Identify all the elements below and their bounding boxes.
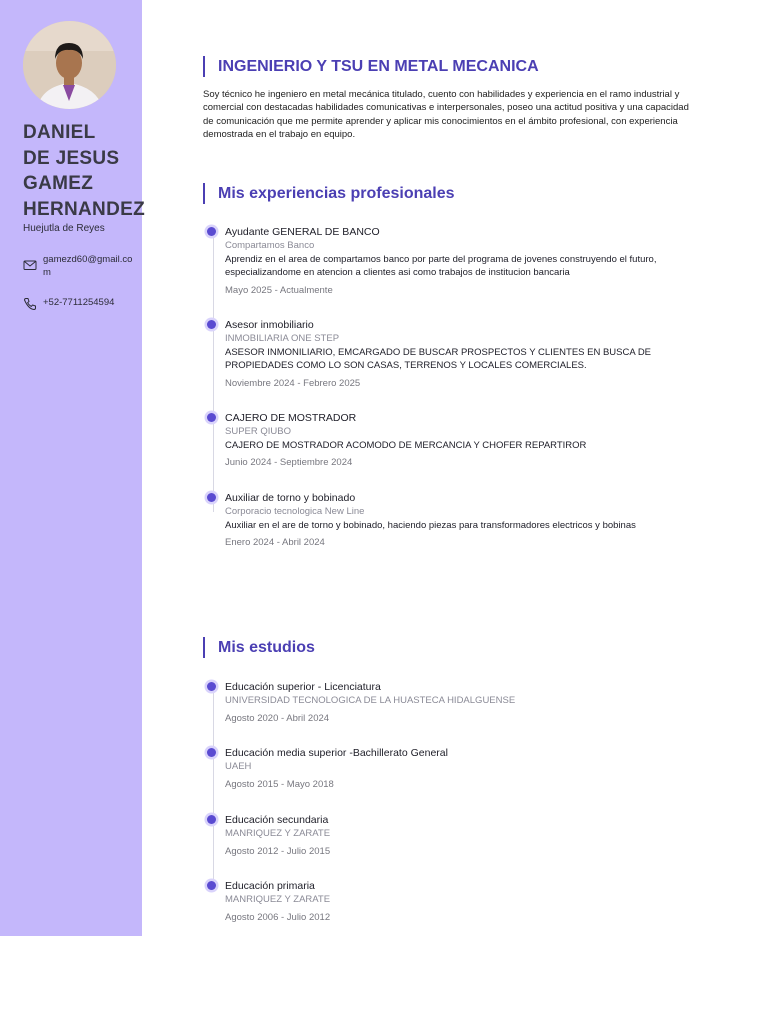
job-role: Asesor inmobiliario (225, 319, 314, 331)
phone-text: +52-7711254594 (43, 297, 115, 308)
sidebar (0, 0, 145, 936)
education-school: UNIVERSIDAD TECNOLOGICA DE LA HUASTECA HIDALGUENSE (225, 695, 516, 706)
job-description: Aprendiz en el area de compartamos banco por parte del programa de jovenes construyendo el futuro, especializandome en atencion a clientes asi como trabajos de institucion bancaria (225, 254, 657, 279)
job-dates: Enero 2024 - Abril 2024 (225, 537, 325, 549)
timeline-dot (207, 682, 216, 691)
education-school: MANRIQUEZ Y ZARATE (225, 828, 331, 839)
education-level: Educación superior - Licenciatura (225, 681, 381, 693)
headline: INGENIERIO Y TSU EN METAL MECANICA (203, 56, 539, 77)
job-dates: Noviembre 2024 - Febrero 2025 (225, 377, 361, 389)
education-school: UAEH (225, 761, 252, 772)
phone-contact[interactable] (23, 297, 138, 311)
timeline-dot (207, 815, 216, 824)
job-company: Compartamos Banco (225, 240, 315, 251)
name-line: HERNANDEZ (23, 198, 145, 220)
timeline-dot (207, 413, 216, 422)
education-school: MANRIQUEZ Y ZARATE (225, 894, 331, 905)
location: Huejutla de Reyes (23, 223, 105, 234)
job-company: Corporacio tecnologica New Line (225, 506, 365, 517)
education-level: Educación secundaria (225, 814, 329, 826)
experience-section-title: Mis experiencias profesionales (203, 183, 455, 204)
person-name (23, 120, 145, 222)
timeline-dot (207, 320, 216, 329)
timeline-dot (207, 227, 216, 236)
timeline-line (213, 687, 214, 892)
avatar (23, 21, 116, 109)
education-dates: Agosto 2012 - Julio 2015 (225, 846, 331, 857)
education-timeline (203, 681, 693, 941)
job-company: SUPER QIUBO (225, 426, 291, 437)
education-dates: Agosto 2015 - Mayo 2018 (225, 779, 334, 790)
education-section-title: Mis estudios (203, 637, 315, 658)
name-line: DE JESUS (23, 147, 120, 169)
envelope-icon (23, 258, 37, 272)
email-text: gamezd60@gmail.com (43, 254, 133, 278)
job-description: CAJERO DE MOSTRADOR ACOMODO DE MERCANCIA Y CHOFER REPARTIROR (225, 440, 587, 451)
timeline-line (213, 232, 214, 512)
timeline-dot (207, 748, 216, 757)
job-company: INMOBILIARIA ONE STEP (225, 333, 340, 344)
timeline-dot (207, 493, 216, 502)
profile-summary: Soy técnico he ingeniero en metal mecánica titulado, cuento con habilidades y experiencia en el ramo industrial y comercial con destacadas habilidades comunicativas e interpersonales, poseo una actitud positiva y una capacidad de comunicación que me permite aprender y aplicar mis conocimientos en el ámbito profesional, con experiencia demostrada en el trabajo en equipo. (203, 89, 689, 141)
job-role: Auxiliar de torno y bobinado (225, 492, 356, 504)
job-dates: Mayo 2025 - Actualmente (225, 284, 333, 296)
job-description: Auxiliar en el are de torno y bobinado, haciendo piezas para transformadores electricos y bobinas (225, 520, 636, 531)
phone-icon (23, 297, 37, 311)
experience-timeline (203, 226, 693, 566)
job-role: CAJERO DE MOSTRADOR (225, 412, 357, 424)
email-contact[interactable] (23, 254, 138, 279)
education-level: Educación primaria (225, 880, 315, 892)
name-line: DANIEL (23, 122, 96, 143)
job-description: ASESOR INMONILIARIO, EMCARGADO DE BUSCAR PROSPECTOS Y CLIENTES EN BUSCA DE PROPIEDADES COMO LO SON CASAS, TERRENOS Y LOCALES COMERCIALES. (225, 347, 652, 372)
education-dates: Agosto 2006 - Julio 2012 (225, 912, 331, 923)
job-role: Ayudante GENERAL DE BANCO (225, 226, 380, 238)
education-dates: Agosto 2020 - Abril 2024 (225, 713, 330, 724)
education-level: Educación media superior -Bachillerato General (225, 747, 448, 759)
name-line: GAMEZ (23, 173, 94, 194)
timeline-dot (207, 881, 216, 890)
job-dates: Junio 2024 - Septiembre 2024 (225, 457, 353, 469)
